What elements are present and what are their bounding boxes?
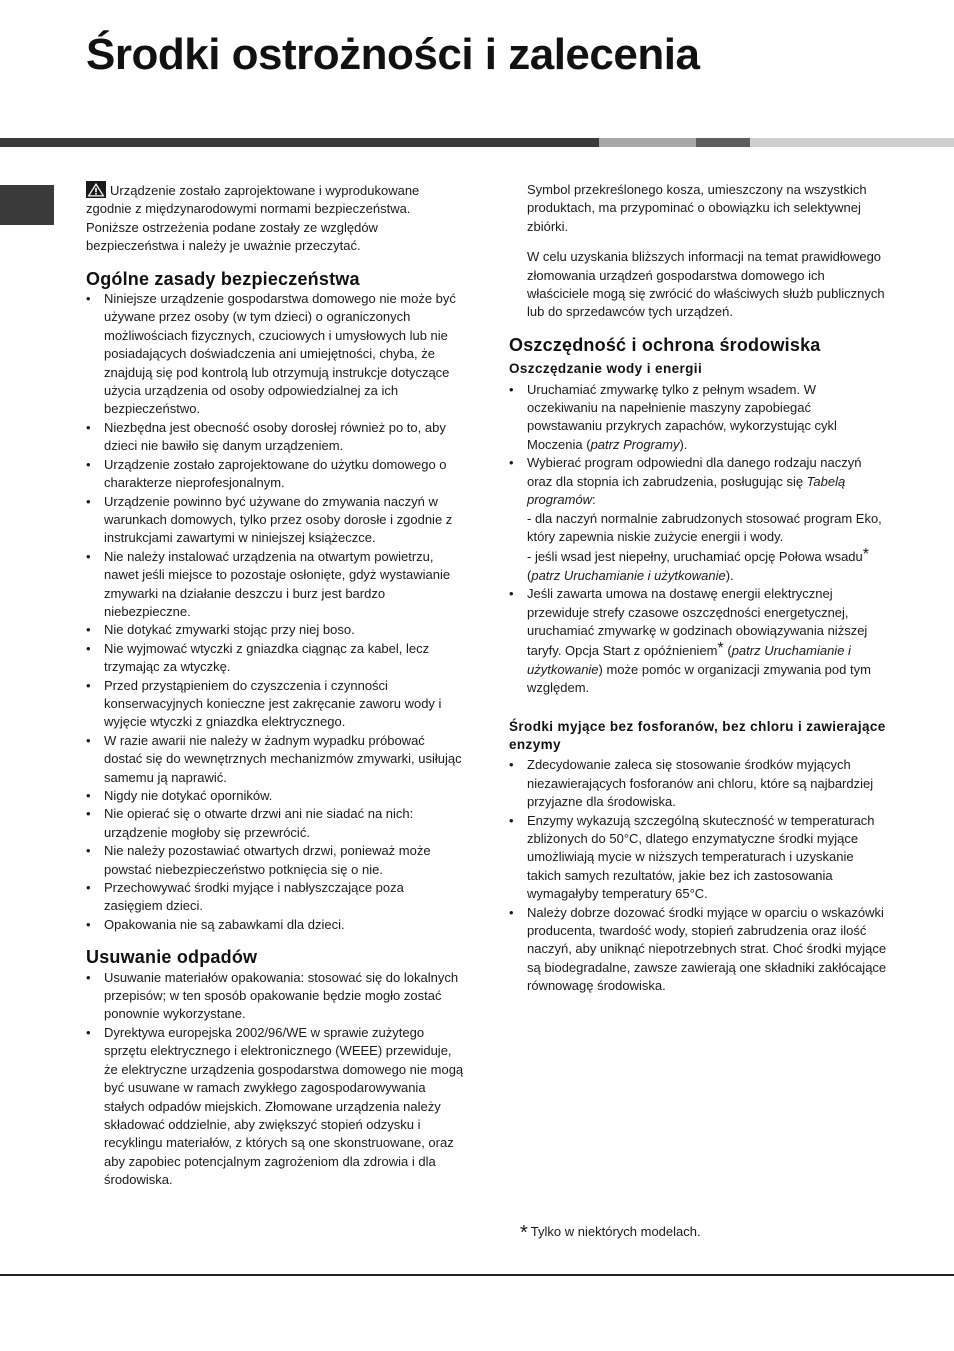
list-item: • Nie dotykać zmywarki stojąc przy niej boso. [86,621,464,639]
intro-paragraph [86,181,464,256]
header-stripe-dark [0,138,599,147]
list-item: • Niezbędna jest obecność osoby dorosłej również po to, aby dzieci nie bawiło się danym urządzeniem. [86,419,464,456]
list-item: • Usuwanie materiałów opakowania: stosować się do lokalnych przepisów; w ten sposób opakowanie będzie mogło zostać ponownie wykorzystane. [86,969,464,1024]
footnote-text: Tylko w niektórych modelach. [530,1224,701,1239]
bottom-rule [0,1274,954,1276]
list-item: • Nigdy nie dotykać oporników. [86,787,464,805]
waste-heading: Usuwanie odpadów [86,947,258,968]
header-stripe-light [599,138,696,147]
water-energy-list [509,381,887,698]
list-item: • Opakowania nie są zabawkami dla dzieci. [86,916,464,934]
footnote [520,1222,701,1245]
list-item: • Przechowywać środki myjące i nabłyszczające poza zasięgiem dzieci. [86,879,464,916]
list-item: • Nie wyjmować wtyczki z gniazdka ciągnąc za kabel, lecz trzymając za wtyczkę. [86,640,464,677]
warning-triangle-icon [86,181,106,198]
list-item: • Nie należy instalować urządzenia na otwartym powietrzu, nawet jeśli miejsce to pozostaje osłonięte, gdyż wystawianie zmywarki na działanie deszczu i burz jest bardzo niebezpieczne. [86,548,464,622]
water-energy-subheading: Oszczędzanie wody i energii [509,361,703,377]
list-item: • Nie opierać się o otwarte drzwi ani nie siadać na nich: urządzenie mogłoby się przewrócić. [86,805,464,842]
left-column [86,181,464,1190]
environment-heading: Oszczędność i ochrona środowiska [509,334,821,355]
list-item: • Należy dobrze dozować środki myjące w oparciu o wskazówki producenta, twardość wody, stopień zabrudzenia oraz ilość naczyń, aby uniknąć niepotrzebnych strat. Choć środki myjące są biodegradalne, zawsze zawierają one składniki zakłócające równowagę środowiska. [509,904,887,996]
general-safety-heading: Ogólne zasady bezpieczeństwa [86,268,360,289]
list-item: • Nie należy pozostawiać otwartych drzwi, ponieważ może powstać niebezpieczeństwo potknięcia się o nie. [86,842,464,879]
list-item: • Niniejsze urządzenie gospodarstwa domowego nie może być używane przez osoby (w tym dzieci) o ograniczonych możliwościach fizycznych, czuciowych i umysłowych lub nie posiadających doświadczenia ani umiejętności, chyba, że znajdują się pod kontrolą lub otrzymują instrukcje dotyczące użycia urządzenia od osoby odpowiedzialnej za ich bezpieczeństwo. [86,290,464,419]
list-item: • Dyrektywa europejska 2002/96/WE w sprawie zużytego sprzętu elektrycznego i elektronicznego (WEEE) przewiduje, że elektryczne urządzenia gospodarstwa domowego nie mogą być usuwane w ramach zwykłego zagospodarowywania stałych odpadów miejskich. Złomowane urządzenia należy składować oddzielnie, aby zwiększyć stopień odzysku i recyklingu materiałów, z których są one skonstruowane, oraz aby zapobiec potencjalnym zagrożeniom dla zdrowia i dla środowiska. [86,1024,464,1190]
general-safety-list [86,290,464,934]
page-title: Środki ostrożności i zalecenia [86,30,700,79]
list-item: • Urządzenie zostało zaprojektowane do użytku domowego o charakterze nieprofesjonalnym. [86,456,464,493]
list-item: • Jeśli zawarta umowa na dostawę energii elektrycznej przewiduje strefy czasowe oszczędności energetycznej, uruchamiać zmywarkę w godzinach obowiązywania niższej taryfy. Opcja Start z opóźnieniem* (patrz Uruchamianie i użytkowanie) może pomóc w organizacji zmywania pod tym względem. [509,585,887,697]
right-column [509,181,887,996]
header-stripe-pale [750,138,954,147]
list-item: • Uruchamiać zmywarkę tylko z pełnym wsadem. W oczekiwaniu na napełnienie maszyny zapobiegać powstawaniu przykrych zapachów, wykorzystując cykl Moczenia (patrz Programy). [509,381,887,455]
language-tab-marker [0,185,54,225]
detergents-list [509,756,887,995]
list-item: • Zdecydowanie zaleca się stosowanie środków myjących niezawierających fosforanów ani chloru, które są najbardziej przyjazne dla środowiska. [509,756,887,811]
intro-text: Urządzenie zostało zaprojektowane i wyprodukowane zgodnie z międzynarodowymi normami bezpieczeństwa. Poniższe ostrzeżenia podane zostały ze względów bezpieczeństwa i należy je uważnie przeczytać. [86,183,420,254]
list-item: • W razie awarii nie należy w żadnym wypadku próbować dostać się do wewnętrznych mechanizmów zmywarki, usiłując samemu ją naprawić. [86,732,464,787]
detergents-subheading: Środki myjące bez fosforanów, bez chloru i zawierające enzymy [509,718,886,752]
list-item: • Wybierać program odpowiedni dla danego rodzaju naczyń oraz dla stopnia ich zabrudzenia, posługując się Tabelą programów: - dla naczyń normalnie zabrudzonych stosować program Eko, który zapewnia niskie zużycie energii i wody. - jeśli wsad jest niepełny, uruchamiać opcję Połowa wsadu* (patrz Uruchamianie i użytkowanie). [509,454,887,585]
waste-paragraph-1: Symbol przekreślonego kosza, umieszczony na wszystkich produktach, ma przypominać o obowiązku ich selektywnej zbiórki. [527,182,867,234]
footnote-asterisk: * [520,1222,528,1244]
list-item: • Przed przystąpieniem do czyszczenia i czynności konserwacyjnych konieczne jest zakręcanie zaworu wody i wyjęcie wtyczki z gniazdka elektrycznego. [86,677,464,732]
list-item: • Urządzenie powinno być używane do zmywania naczyń w warunkach domowych, tylko przez osoby dorosłe i zgodnie z instrukcjami zawartymi w niniejszej książeczce. [86,493,464,548]
waste-list [86,969,464,1190]
list-item: • Enzymy wykazują szczególną skuteczność w temperaturach zbliżonych do 50°C, dlatego enzymatyczne środki myjące umożliwiają mycie w niższych temperaturach i uzyskanie takich samych rezultatów, jakie bez ich zastosowania wymagałyby temperatury 65°C. [509,812,887,904]
waste-paragraph-2: W celu uzyskania bliższych informacji na temat prawidłowego złomowania urządzeń gospodarstwa domowego ich właściciele mogą się zwrócić do właściwych służb publicznych lub do sprzedawców tych urządzeń. [527,249,885,320]
header-stripe-mid [696,138,750,147]
